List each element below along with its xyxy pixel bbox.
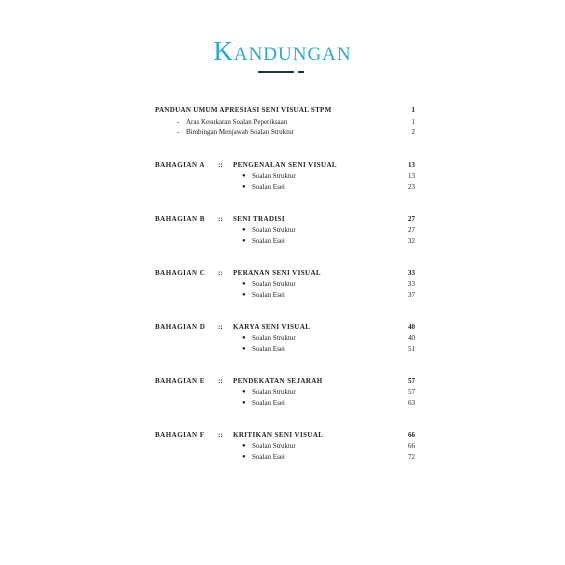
page-title-rest: ANDUNGAN	[233, 44, 352, 65]
bullet-icon: ●	[242, 443, 246, 449]
section-title: PENDEKATAN SEJARAH	[233, 377, 323, 385]
section-item-label: Soalan Esei	[252, 399, 285, 407]
section-title: SENI TRADISI	[233, 215, 285, 223]
section-item-label: Soalan Struktur	[252, 388, 296, 396]
bullet-icon: ●	[242, 184, 246, 190]
page-title	[213, 36, 351, 67]
section-page: 66	[408, 431, 415, 439]
section-page: 57	[408, 377, 415, 385]
section-title: PENGENALAN SENI VISUAL	[233, 161, 337, 169]
intro-item-page: 1	[411, 118, 415, 126]
intro-heading: PANDUAN UMUM APRESIASI SENI VISUAL STPM	[155, 106, 332, 114]
section-label: BAHAGIAN C	[155, 269, 206, 277]
section-label: BAHAGIAN D	[155, 323, 206, 331]
section-title: PERANAN SENI VISUAL	[233, 269, 321, 277]
section-item-page: 72	[408, 453, 415, 461]
bullet-icon: ●	[242, 335, 246, 341]
section-item-label: Soalan Esei	[252, 291, 285, 299]
section-item-label: Soalan Struktur	[252, 226, 296, 234]
bullet-icon: ●	[242, 346, 246, 352]
section-page: 33	[408, 269, 415, 277]
bullet-icon: ●	[242, 227, 246, 233]
section-item-page: 13	[408, 172, 415, 180]
page-title-container	[0, 36, 565, 67]
dash-marker: -	[177, 128, 180, 136]
section-separator: ::	[218, 431, 223, 439]
section-title: KRITIKAN SENI VISUAL	[233, 431, 324, 439]
section-item-label: Soalan Struktur	[252, 280, 296, 288]
title-underline	[258, 71, 294, 73]
section-separator: ::	[218, 215, 223, 223]
bullet-icon: ●	[242, 281, 246, 287]
section-item-label: Soalan Struktur	[252, 442, 296, 450]
section-separator: ::	[218, 377, 223, 385]
intro-item-label: Bimbingan Menjawab Soalan Struktur	[186, 128, 294, 136]
bullet-icon: ●	[242, 400, 246, 406]
title-underline-dash	[298, 71, 304, 73]
section-label: BAHAGIAN B	[155, 215, 205, 223]
bullet-icon: ●	[242, 173, 246, 179]
section-item-page: 40	[408, 334, 415, 342]
section-label: BAHAGIAN E	[155, 377, 205, 385]
section-item-page: 23	[408, 183, 415, 191]
section-item-label: Soalan Struktur	[252, 334, 296, 342]
intro-item-label: Aras Kesukaran Soalan Peperiksaan	[186, 118, 288, 126]
section-item-page: 63	[408, 399, 415, 407]
section-title: KARYA SENI VISUAL	[233, 323, 311, 331]
section-label: BAHAGIAN F	[155, 431, 205, 439]
page-title-initial: K	[213, 36, 234, 66]
section-separator: ::	[218, 269, 223, 277]
section-separator: ::	[218, 323, 223, 331]
section-label: BAHAGIAN A	[155, 161, 205, 169]
section-item-page: 66	[408, 442, 415, 450]
section-separator: ::	[218, 161, 223, 169]
intro-item-page: 2	[411, 128, 415, 136]
section-page: 27	[408, 215, 415, 223]
section-item-label: Soalan Esei	[252, 183, 285, 191]
section-item-label: Soalan Esei	[252, 453, 285, 461]
bullet-icon: ●	[242, 389, 246, 395]
bullet-icon: ●	[242, 238, 246, 244]
section-item-page: 51	[408, 345, 415, 353]
section-item-label: Soalan Esei	[252, 237, 285, 245]
section-item-page: 37	[408, 291, 415, 299]
bullet-icon: ●	[242, 292, 246, 298]
section-item-page: 27	[408, 226, 415, 234]
section-item-label: Soalan Struktur	[252, 172, 296, 180]
section-item-page: 33	[408, 280, 415, 288]
intro-heading-page: 1	[411, 106, 415, 114]
bullet-icon: ●	[242, 454, 246, 460]
section-item-label: Soalan Esei	[252, 345, 285, 353]
section-item-page: 57	[408, 388, 415, 396]
section-page: 40	[408, 323, 415, 331]
section-page: 13	[408, 161, 415, 169]
dash-marker: -	[177, 118, 180, 126]
section-item-page: 32	[408, 237, 415, 245]
